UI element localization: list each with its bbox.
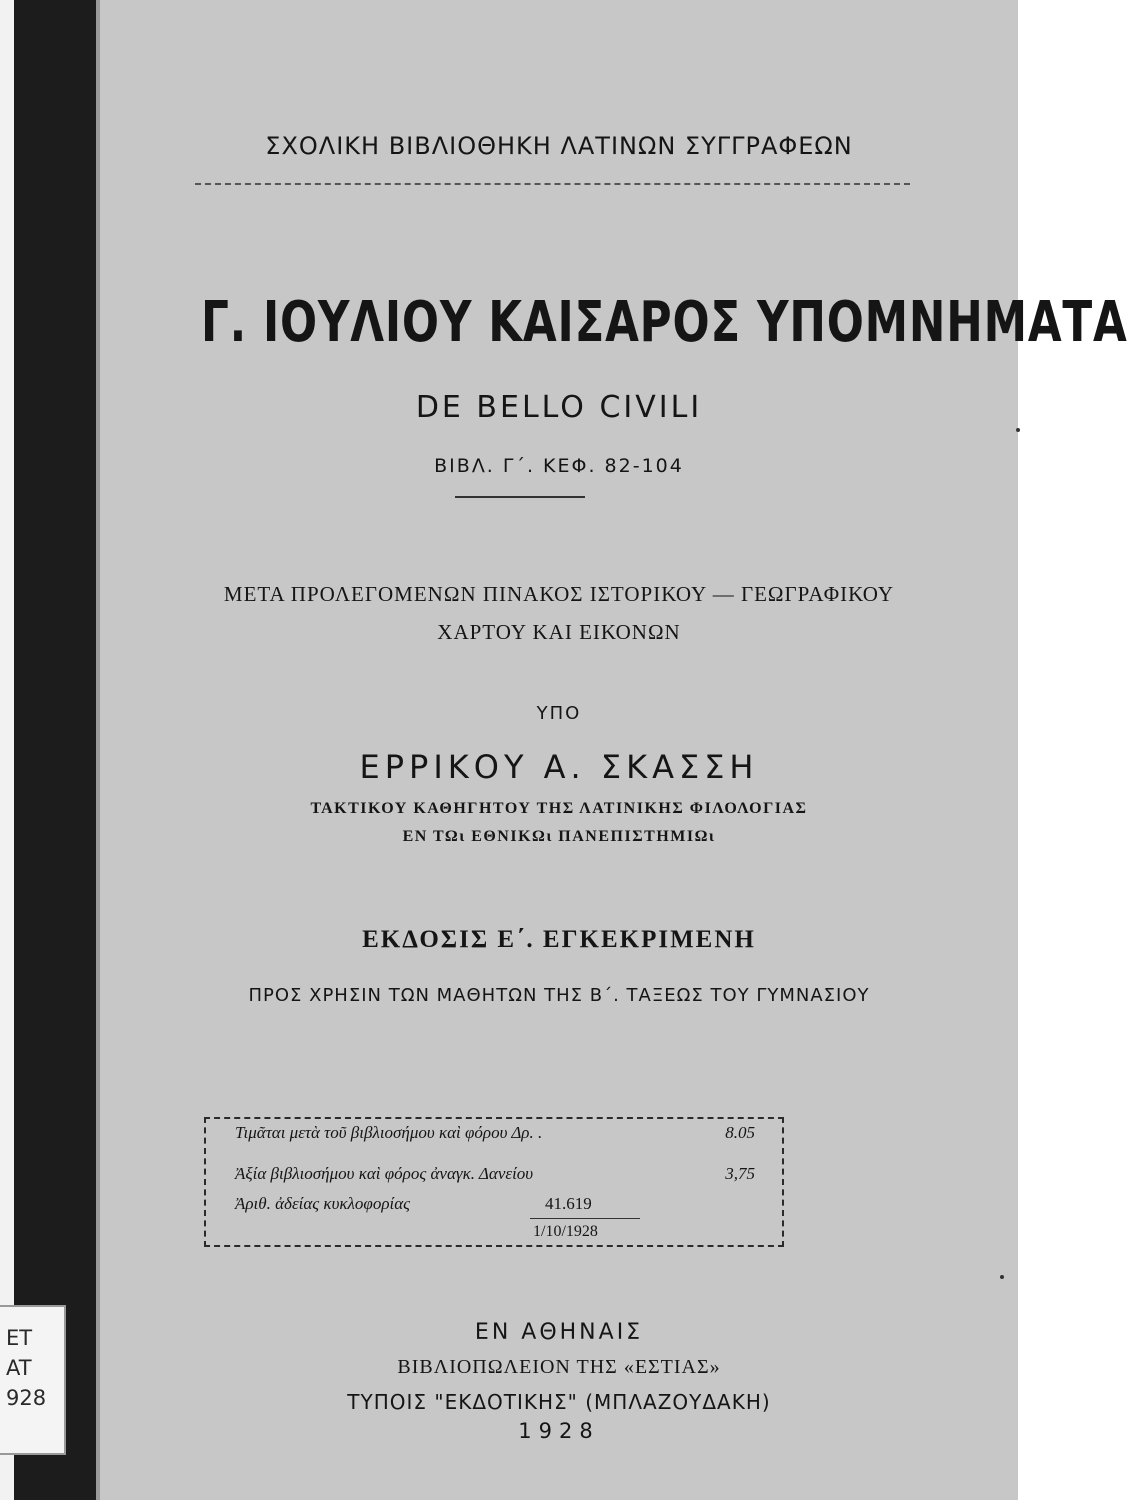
title-divider	[455, 496, 585, 498]
series-divider	[195, 183, 910, 185]
publication-city: ΕΝ ΑΘΗΝΑΙΣ	[474, 1320, 644, 1345]
publisher: ΒΙΒΛΙΟΠΩΛΕΙΟΝ ΤΗΣ «ΕΣΤΙΑΣ»	[397, 1356, 721, 1378]
library-call-number-label	[0, 1305, 66, 1455]
license-number: 41.619	[545, 1194, 592, 1213]
call-number-line-2: AT	[6, 1356, 32, 1380]
author-title-line-1: ΤΑΚΤΙΚΟΥ ΚΑΘΗΓΗΤΟΥ ΤΗΣ ΛΑΤΙΝΙΚΗΣ ΦΙΛΟΛΟΓΙΑΣ	[310, 800, 808, 817]
contents-description-line-2: ΧΑΡΤΟΥ ΚΑΙ ΕΙΚΟΝΩΝ	[437, 620, 681, 644]
price-row	[235, 1123, 755, 1147]
contents-description-line-1: ΜΕΤΑ ΠΡΟΛΕΓΟΜΕΝΩΝ ΠΙΝΑΚΟΣ ΙΣΤΟΡΙΚΟΥ — ΓΕΩΓΡΑΦΙΚΟΥ	[223, 582, 895, 606]
printer: ΤΥΠΟΙΣ "ΕΚΔΟΤΙΚΗΣ" (ΜΠΛΑΖΟΥΔΑΚΗ)	[347, 1390, 771, 1414]
tax-label: Ἀξία βιβλιοσήμου καὶ φόρος ἀναγκ. Δανείου	[235, 1164, 534, 1183]
license-row	[235, 1194, 755, 1218]
price-value: 8.05	[725, 1123, 755, 1142]
edition-statement: ΕΚΔΟΣΙΣ Ε΄. ΕΓΚΕΚΡΙΜΕΝΗ	[362, 926, 756, 953]
author-title-line-2: ΕΝ ΤΩι ΕΘΝΙΚΩι ΠΑΝΕΠΙΣΤΗΜΙΩι	[402, 828, 716, 845]
author-name: ΕΡΡΙΚΟΥ Α. ΣΚΑΣΣΗ	[359, 748, 759, 786]
by-label: ΥΠΟ	[536, 703, 582, 724]
publication-year: 1928	[518, 1419, 600, 1443]
paper-speck	[1000, 1275, 1004, 1279]
page-edge	[0, 0, 14, 1500]
paper-speck	[1016, 428, 1020, 432]
tax-value: 3,75	[725, 1164, 755, 1183]
license-label: Ἀριθ. ἀδείας κυκλοφορίας	[235, 1194, 411, 1213]
call-number-line-1: ET	[6, 1326, 33, 1350]
series-title: ΣΧΟΛΙΚΗ ΒΙΒΛΙΟΘΗΚΗ ΛΑΤΙΝΩΝ ΣΥΓΓΡΑΦΕΩΝ	[265, 132, 853, 160]
price-label: Τιμᾶται μετὰ τοῦ βιβλιοσήμου καὶ φόρου Δρ. .	[235, 1123, 543, 1142]
license-divider	[530, 1218, 640, 1219]
intended-audience: ΠΡΟΣ ΧΡΗΣΙΝ ΤΩΝ ΜΑΘΗΤΩΝ ΤΗΣ Β΄. ΤΑΞΕΩΣ ΤΟΥ ΓΥΜΝΑΣΙΟΥ	[248, 985, 870, 1006]
latin-subtitle: DE BELLO CIVILI	[415, 390, 703, 425]
book-title: Γ. ΙΟΥΛΙΟΥ ΚΑΙΣΑΡΟΣ ΥΠΟΜΝΗΜΑΤΑ	[200, 290, 1128, 355]
license-date: 1/10/1928	[533, 1223, 598, 1240]
tax-row	[235, 1164, 755, 1188]
book-spine	[0, 0, 110, 1500]
call-number-line-3: 928	[6, 1386, 47, 1410]
book-chapter-reference: ΒΙΒΛ. Γ΄. ΚΕΦ. 82-104	[434, 455, 684, 477]
